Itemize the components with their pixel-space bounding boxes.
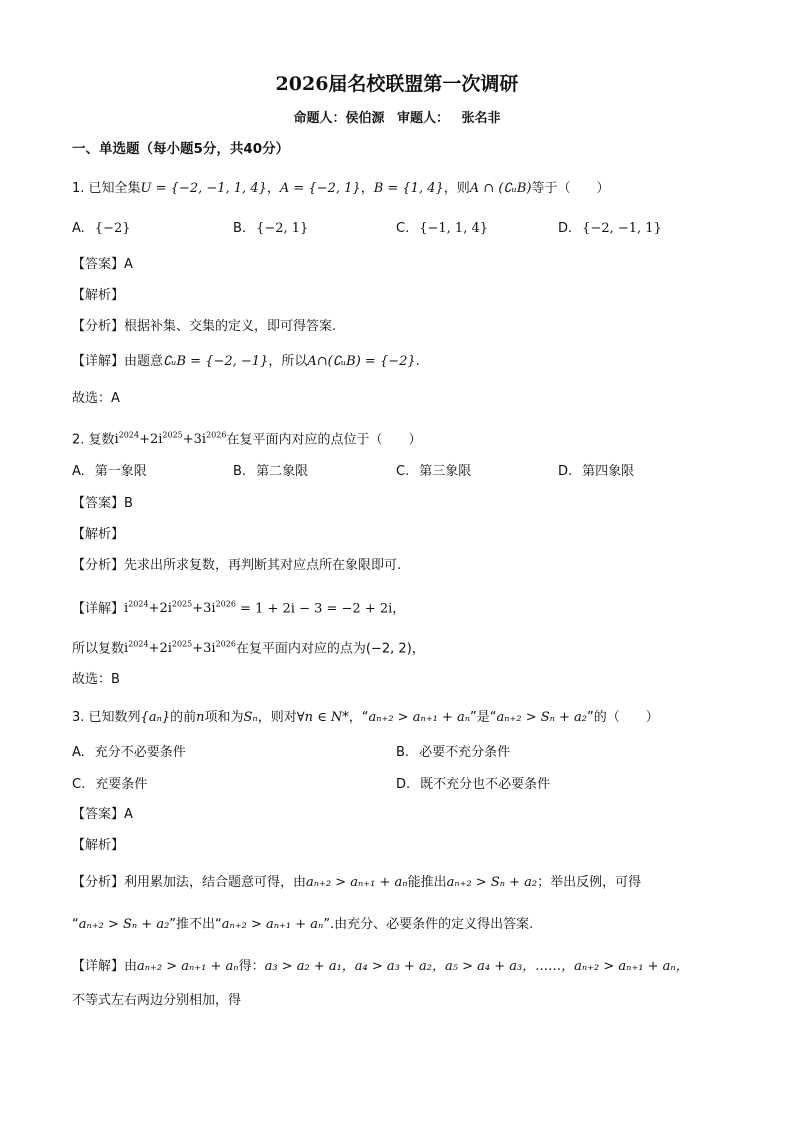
reviewer-label: 审题人：: [396, 111, 449, 126]
q3-fenxi-2: “aₙ₊₂ > Sₙ + a₂”推不出“aₙ₊₂ > aₙ₊₁ + aₙ”.由充分、必要条件的定义得出答案.: [72, 917, 534, 932]
q2-fenxi: 【分析】先求出所求复数，再判断其对应点所在象限即可.: [72, 558, 402, 573]
q3-detail: 【详解】由aₙ₊₂ > aₙ₊₁ + aₙ得：a₃ > a₂ + a₁，a₄ > a₃ + a₂，a₅ > a₄ + a₃，……，aₙ₊₂ > aₙ₊₁ + aₙ，: [72, 959, 689, 974]
q2-detail-2: 所以复数$i^{2024}+2i^{2025}+3i^{2026}$在复平面内对应的点为(−2, 2)，: [72, 640, 425, 657]
q3-detail-2: 不等式左右两边分别相加，得: [72, 993, 242, 1008]
q2-option-d[interactable]: D. 第四象限: [558, 464, 635, 479]
q3-stem: 3. 已知数列{aₙ}的前n项和为Sₙ，则对∀n ∈ N*，“aₙ₊₂ > aₙ₊₁ + aₙ”是“aₙ₊₂ > Sₙ + a₂”的（ ）: [72, 710, 659, 725]
q3-analysis-tag: 【解析】: [72, 838, 125, 853]
q1-option-c[interactable]: C. {−1, 1, 4}: [396, 221, 488, 236]
q1-answer: 【答案】A: [72, 257, 133, 272]
q1-analysis-tag: 【解析】: [72, 288, 125, 303]
q3-option-d[interactable]: D. 既不充分也不必要条件: [396, 777, 551, 792]
q2-conclusion: 故选：B: [72, 672, 120, 687]
page-title: 2026届名校联盟第一次调研: [275, 73, 519, 95]
q2-expression: $i^{2024}+2i^{2025}+3i^{2026}$: [114, 431, 227, 448]
q2-answer: 【答案】B: [72, 496, 133, 511]
q1-option-d[interactable]: D. {−2, −1, 1}: [558, 221, 662, 236]
section-heading: 一、单选题（每小题5分，共40分）: [72, 141, 290, 157]
q2-detail: 【详解】$i^{2024}+2i^{2025}+3i^{2026} = 1 + 2i - 3 = -2 + 2i$，: [72, 600, 406, 617]
q1-option-a[interactable]: A. {−2}: [72, 221, 131, 236]
q3-fenxi: 【分析】利用累加法，结合题意可得，由aₙ₊₂ > aₙ₊₁ + aₙ能推出aₙ₊₂ > Sₙ + a₂；举出反例，可得: [72, 875, 642, 890]
q2-option-a[interactable]: A. 第一象限: [72, 464, 147, 479]
q3-option-c[interactable]: C. 充要条件: [72, 777, 148, 792]
author-label: 命题人：侯伯源: [293, 111, 385, 126]
q2-option-c[interactable]: C. 第三象限: [396, 464, 472, 479]
q1-detail: 【详解】由题意∁ᵤB = {−2, −1}，所以A∩(∁ᵤB) = {−2}.: [72, 354, 420, 369]
author-line: [0, 110, 794, 128]
q1-conclusion: 故选：A: [72, 391, 120, 406]
q2-stem: 2. 复数$i^{2024}+2i^{2025}+3i^{2026}$在复平面内对应的点位于（ ）: [72, 431, 422, 448]
q1-stem: 1. 已知全集U = {−2, −1, 1, 4}，A = {−2, 1}，B = {1, 4}，则A ∩ (∁ᵤB)等于（ ）: [72, 181, 610, 196]
q1-fenxi: 【分析】根据补集、交集的定义，即可得答案.: [72, 319, 337, 334]
q3-answer: 【答案】A: [72, 807, 133, 822]
reviewer-name: 张名非: [461, 111, 501, 126]
q2-analysis-tag: 【解析】: [72, 527, 125, 542]
q2-option-b[interactable]: B. 第二象限: [233, 464, 309, 479]
q1-option-b[interactable]: B. {−2, 1}: [233, 221, 309, 236]
q3-option-b[interactable]: B. 必要不充分条件: [396, 745, 511, 760]
q3-option-a[interactable]: A. 充分不必要条件: [72, 745, 186, 760]
